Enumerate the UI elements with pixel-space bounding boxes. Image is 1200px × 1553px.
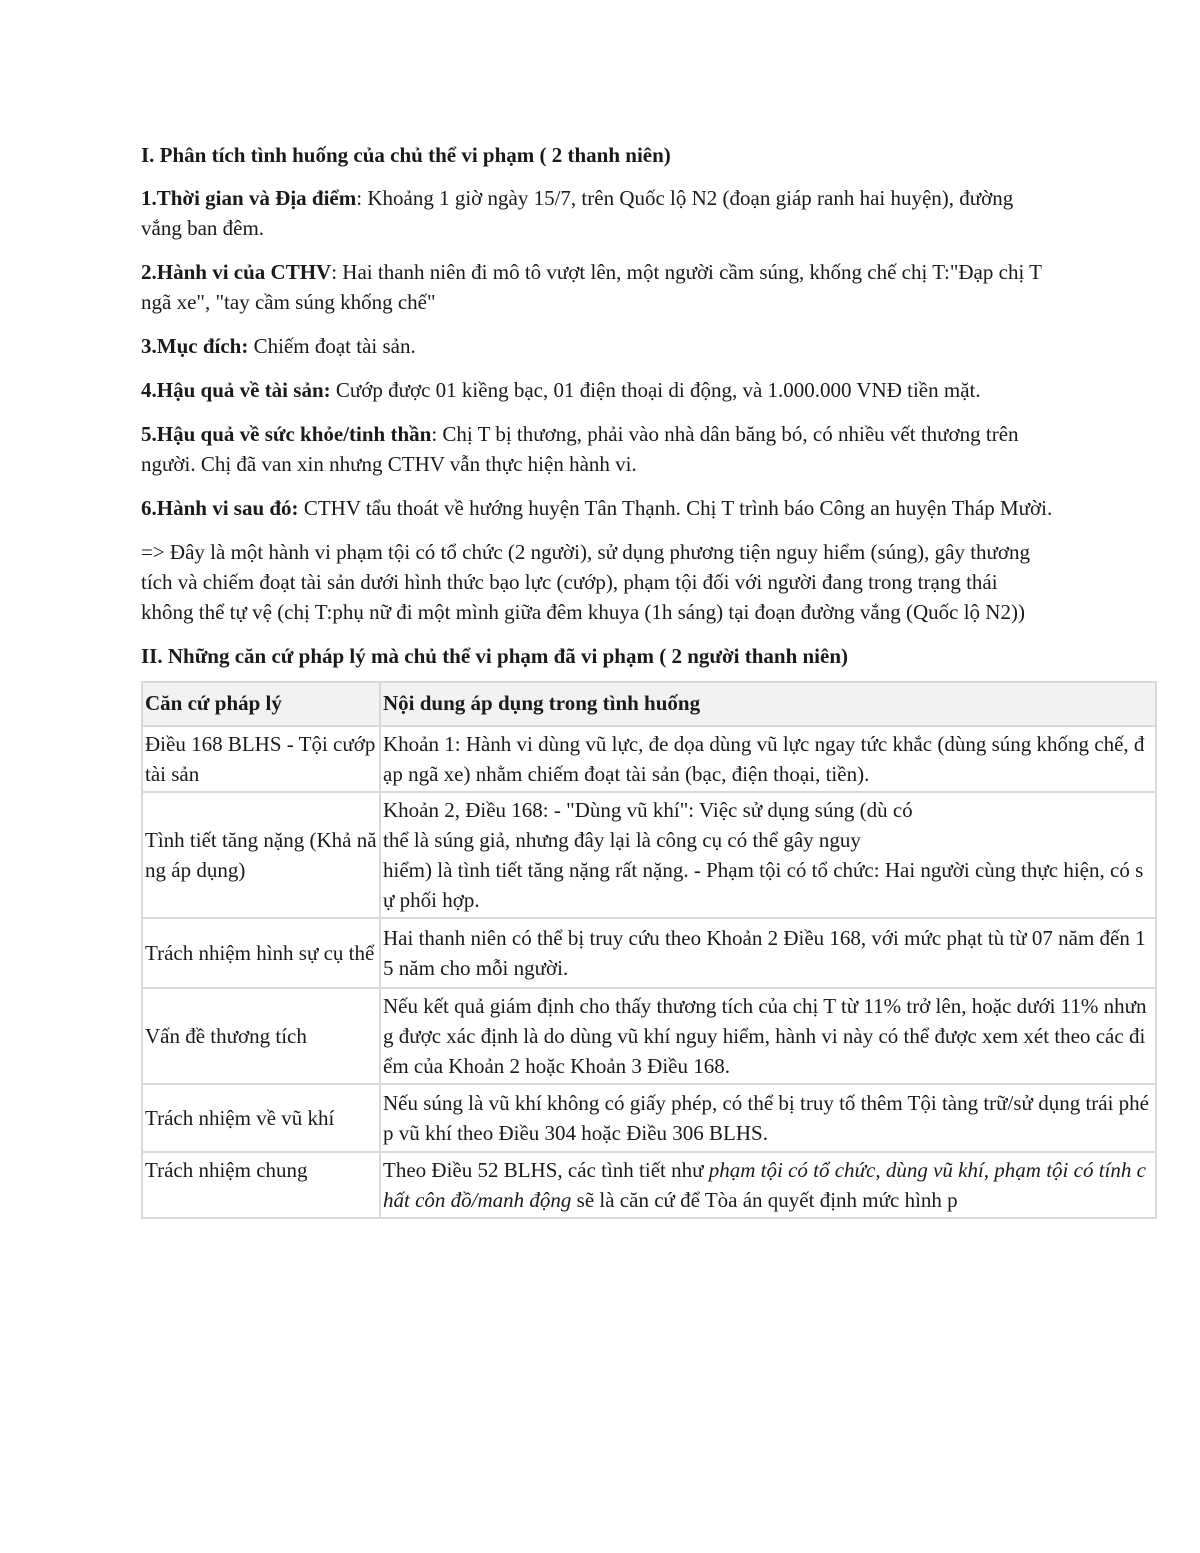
table-row <box>142 988 1156 1084</box>
cell-content-text <box>383 1155 1153 1215</box>
cell-content: Hai thanh niên có thể bị truy cứu theo Khoản 2 Điều 168, với mức phạt tù từ 07 năm đến 15 năm cho mỗi người. <box>380 918 1156 988</box>
content-emphasis: phạm tội có tổ chức, dùng vũ khí, phạm tội có tính chất côn đồ/manh động <box>383 1158 1146 1212</box>
table-row <box>142 1152 1156 1218</box>
item-purpose <box>141 331 1056 361</box>
item-time-place <box>141 183 1056 243</box>
legal-basis-table <box>141 681 1157 1219</box>
content-line: hiểm) là tình tiết tăng nặng rất nặng. - Phạm tội có tổ chức: Hai người cùng thực hiện, có sự phối hợp. <box>383 858 1144 912</box>
table-row <box>142 792 1156 918</box>
item-health-consequence <box>141 419 1056 479</box>
cell-content <box>380 1152 1156 1218</box>
cell-basis: Điều 168 BLHS - Tội cướp tài sản <box>142 726 380 792</box>
item-text: Chiếm đoạt tài sản. <box>248 334 416 358</box>
conclusion-paragraph: => Đây là một hành vi phạm tội có tổ chức (2 người), sử dụng phương tiện nguy hiểm (súng), gây thương tích và chiếm đoạt tài sản dưới hình thức bạo lực (cướp), phạm tội đối với người đang trong trạng thái không thể tự vệ (chị T:phụ nữ đi một mình giữa đêm khuya (1h sáng) tại đoạn đường vắng (Quốc lộ N2)) <box>141 540 1031 624</box>
item-text: : Chị T bị thương, phải vào nhà dân băng bó, có nhiều vết thương trên người. Chị đã van xin nhưng CTHV vẫn thực hiện hành vi. <box>141 422 1019 476</box>
item-label: 1.Thời gian và Địa điểm <box>141 186 357 210</box>
item-label: 2.Hành vi của CTHV <box>141 260 332 284</box>
table-header-row <box>142 682 1156 726</box>
content-post: sẽ là căn cứ để Tòa án quyết định mức hình p <box>571 1188 958 1212</box>
cell-content: Nếu súng là vũ khí không có giấy phép, có thể bị truy tố thêm Tội tàng trữ/sử dụng trái phép vũ khí theo Điều 304 hoặc Điều 306 BLHS. <box>380 1084 1156 1152</box>
content-pre: Theo Điều 52 BLHS, các tình tiết như <box>383 1158 709 1182</box>
cell-content <box>380 792 1156 918</box>
column-header-basis: Căn cứ pháp lý <box>142 682 380 726</box>
section-2-heading: II. Những căn cứ pháp lý mà chủ thể vi phạm đã vi phạm ( 2 người thanh niên) <box>141 644 849 668</box>
column-header-content: Nội dung áp dụng trong tình huống <box>380 682 1156 726</box>
item-behavior <box>141 257 1056 317</box>
item-property-consequence <box>141 375 1056 405</box>
cell-basis: Trách nhiệm hình sự cụ thể <box>142 918 380 988</box>
item-label: 6.Hành vi sau đó: <box>141 496 299 520</box>
cell-basis: Tình tiết tăng nặng (Khả năng áp dụng) <box>142 792 380 918</box>
content-line: Khoản 2, Điều 168: - "Dùng vũ khí": Việc sử dụng súng (dù có <box>383 798 913 822</box>
content-line: thể là súng giả, nhưng đây lại là công cụ có thể gây nguy <box>383 828 861 852</box>
table-row <box>142 1084 1156 1152</box>
item-text: : Khoảng 1 giờ ngày 15/7, trên Quốc lộ N2 (đoạn giáp ranh hai huyện), đường vắng ban đêm. <box>141 186 1014 240</box>
cell-content: Khoản 1: Hành vi dùng vũ lực, đe dọa dùng vũ lực ngay tức khắc (dùng súng khống chế, đạp ngã xe) nhằm chiếm đoạt tài sản (bạc, điện thoại, tiền). <box>380 726 1156 792</box>
item-label: 4.Hậu quả về tài sản: <box>141 378 331 402</box>
table-row <box>142 726 1156 792</box>
item-label: 5.Hậu quả về sức khỏe/tinh thần <box>141 422 432 446</box>
item-label: 3.Mục đích: <box>141 334 249 358</box>
cell-content: Nếu kết quả giám định cho thấy thương tích của chị T từ 11% trở lên, hoặc dưới 11% nhưng được xác định là do dùng vũ khí nguy hiểm, hành vi này có thể được xem xét theo các điểm của Khoản 2 hoặc Khoản 3 Điều 168. <box>380 988 1156 1084</box>
cell-basis: Trách nhiệm chung <box>142 1152 380 1218</box>
item-after-behavior <box>141 493 1056 523</box>
section-1-heading: I. Phân tích tình huống của chủ thể vi phạm ( 2 thanh niên) <box>141 143 671 167</box>
document-page <box>141 140 1159 1219</box>
item-text: Cướp được 01 kiềng bạc, 01 điện thoại di động, và 1.000.000 VNĐ tiền mặt. <box>330 378 981 402</box>
cell-basis: Vấn đề thương tích <box>142 988 380 1084</box>
item-text: CTHV tẩu thoát về hướng huyện Tân Thạnh. Chị T trình báo Công an huyện Tháp Mười. <box>298 496 1053 520</box>
table-row <box>142 918 1156 988</box>
cell-basis: Trách nhiệm về vũ khí <box>142 1084 380 1152</box>
item-text: : Hai thanh niên đi mô tô vượt lên, một người cầm súng, khống chế chị T:"Đạp chị T ngã xe", "tay cầm súng khống chế" <box>141 260 1042 314</box>
